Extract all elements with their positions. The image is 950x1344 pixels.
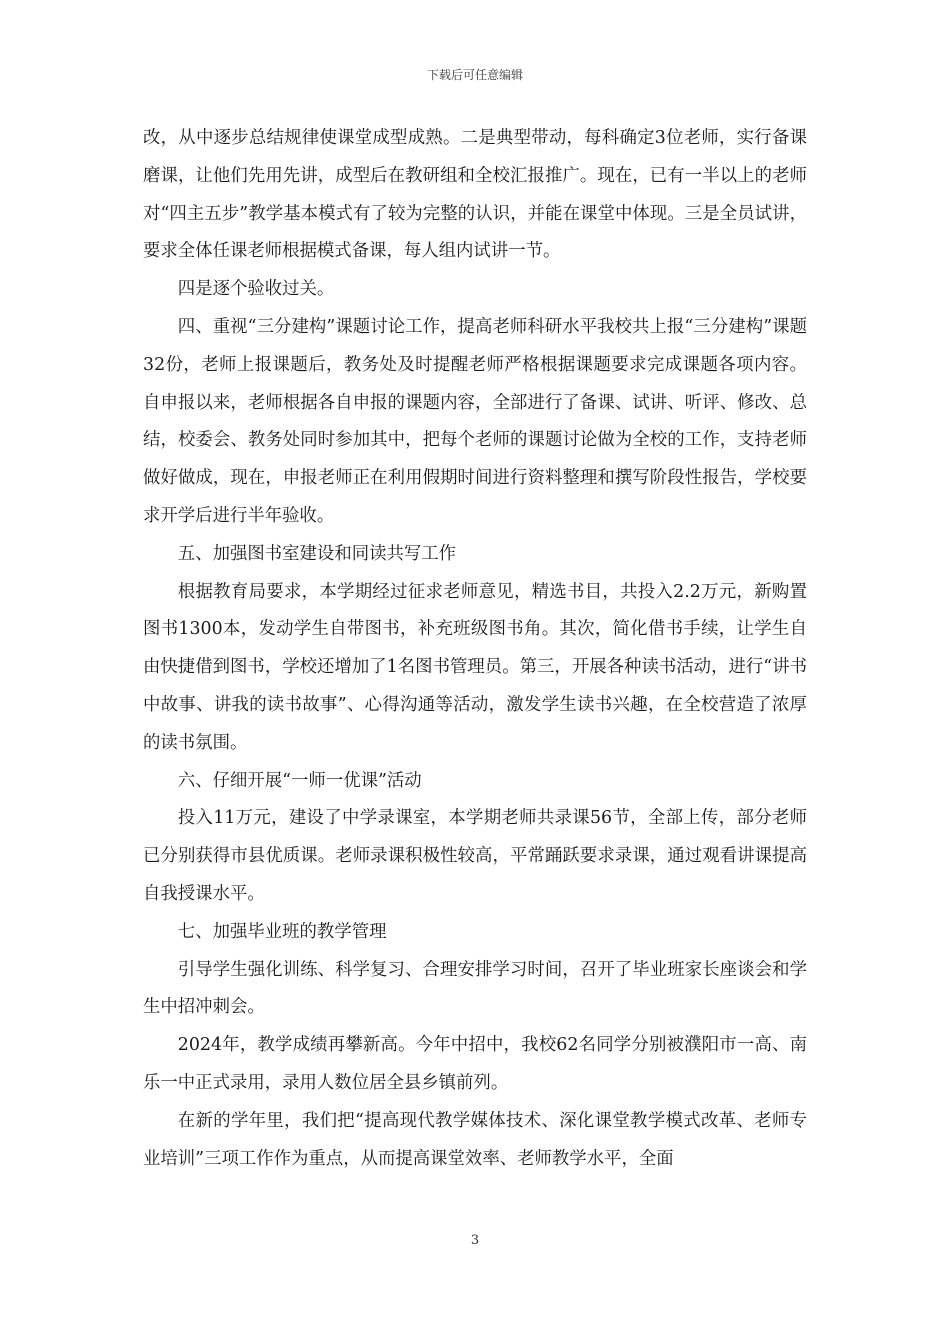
section-heading: 六、仔细开展“一师一优课”活动: [177, 770, 422, 791]
paragraph: 2024年，教学成绩再攀新高。今年中招中，我校62名同学分别被濮阳市一高、南乐一中正式录用，录用人数位居全县乡镇前列。: [143, 1035, 807, 1093]
paragraph: 四是逐个验收过关。: [177, 279, 335, 300]
paragraph: 改，从中逐步总结规律使课堂成型成熟。二是典型带动，每科确定3位老师，实行备课磨课，让他们先用先讲，成型后在教研组和全校汇报推广。现在，已有一半以上的老师对“四主五步”教学基本模式有了较为完整的认识，并能在课堂中体现。三是全员试讲，要求全体任课老师根据模式备课，每人组内试讲一节。: [143, 128, 807, 262]
paragraph: 根据教育局要求，本学期经过征求老师意见，精选书目，共投入2.2万元，新购置图书1300本，发动学生自带图书，补充班级图书角。其次，简化借书手续，让学生自由快捷借到图书，学校还增加了1名图书管理员。第三，开展各种读书活动，进行“讲书中故事、讲我的读书故事”、心得沟通等活动，激发学生读书兴趣，在全校营造了浓厚的读书氛围。: [143, 581, 807, 753]
section-heading: 五、加强图书室建设和同读共写工作: [177, 543, 457, 564]
section-heading-paragraph: 四、重视“三分建构”课题讨论工作，提高老师科研水平我校共上报“三分建构”课题32份，老师上报课题后，教务处及时提醒老师严格根据课题要求完成课题各项内容。自申报以来，老师根据各自申报的课题内容，全部进行了备课、试讲、听评、修改、总结，校委会、教务处同时参加其中，把每个老师的课题讨论做为全校的工作，支持老师做好做成，现在，申报老师正在利用假期时间进行资料整理和撰写阶段性报告，学校要求开学后进行半年验收。: [143, 316, 807, 526]
paragraph: 投入11万元，建设了中学录课室，本学期老师共录课56节，全部上传，部分老师已分别获得市县优质课。老师录课积极性较高，平常踊跃要求录课，通过观看讲课提高自我授课水平。: [143, 808, 807, 904]
document-body: [143, 120, 807, 1178]
page-number: 3: [470, 1233, 480, 1248]
paragraph: 引导学生强化训练、科学复习、合理安排学习时间，召开了毕业班家长座谈会和学生中招冲刺会。: [143, 959, 807, 1018]
page-header: 下载后可任意编辑: [426, 68, 523, 82]
section-heading: 七、加强毕业班的教学管理: [177, 921, 387, 942]
paragraph: 在新的学年里，我们把“提高现代教学媒体技术、深化课堂教学模式改革、老师专业培训”三项工作作为重点，从而提高课堂效率、老师教学水平，全面: [143, 1110, 807, 1169]
